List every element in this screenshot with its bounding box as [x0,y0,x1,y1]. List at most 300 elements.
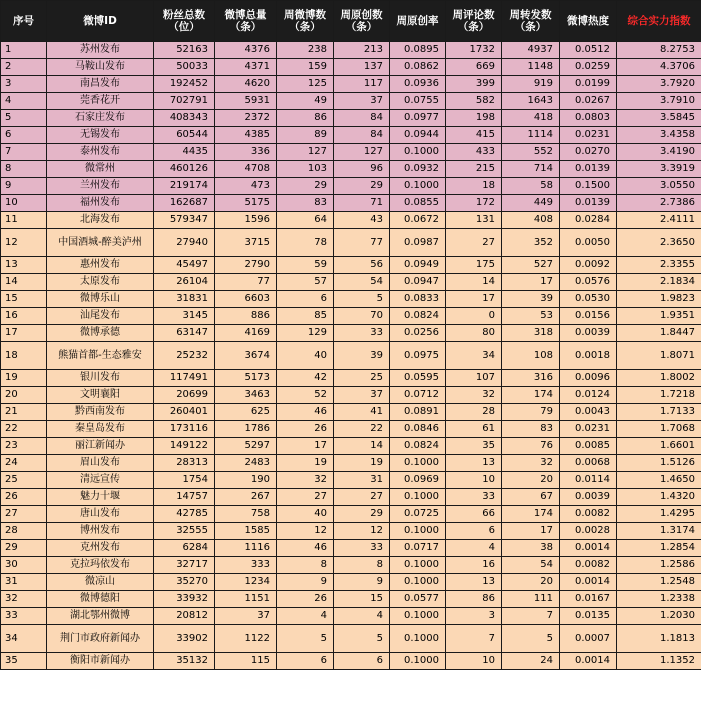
cell-overall-index: 1.9351 [617,308,701,325]
cell-total-posts: 190 [215,472,277,489]
cell-weekly-reposts: 527 [502,257,560,274]
cell-weekly-reposts: 919 [502,76,560,93]
cell-weibo-id: 克州发布 [47,540,154,557]
cell-weekly-original: 213 [334,42,390,59]
cell-followers: 32555 [154,523,215,540]
cell-total-posts: 6603 [215,291,277,308]
cell-weekly-posts: 27 [277,489,334,506]
cell-weekly-original: 5 [334,291,390,308]
cell-weekly-posts: 6 [277,653,334,670]
table-row [1,387,701,404]
header-rank: 序号 [1,1,47,42]
cell-weekly-reposts: 111 [502,591,560,608]
cell-rank: 25 [1,472,47,489]
cell-total-posts: 5297 [215,438,277,455]
cell-original-rate: 0.0672 [390,212,446,229]
cell-original-rate: 0.0256 [390,325,446,342]
header-weekly-posts: 周微博数（条） [277,1,334,42]
cell-weekly-posts: 8 [277,557,334,574]
cell-rank: 13 [1,257,47,274]
cell-overall-index: 2.4111 [617,212,701,229]
header-weibo-id: 微博ID [47,1,154,42]
header-weekly-comments: 周评论数（条） [446,1,502,42]
cell-total-posts: 3674 [215,342,277,370]
cell-weekly-comments: 433 [446,144,502,161]
cell-original-rate: 0.0577 [390,591,446,608]
cell-weibo-id: 太原发布 [47,274,154,291]
header-weekly-reposts: 周转发数（条） [502,1,560,42]
cell-overall-index: 1.8071 [617,342,701,370]
cell-weekly-reposts: 76 [502,438,560,455]
cell-rank: 27 [1,506,47,523]
cell-rank: 34 [1,625,47,653]
cell-overall-index: 1.1352 [617,653,701,670]
cell-rank: 1 [1,42,47,59]
cell-weibo-id: 泰州发布 [47,144,154,161]
cell-total-posts: 886 [215,308,277,325]
table-row [1,257,701,274]
cell-total-posts: 1234 [215,574,277,591]
cell-weekly-original: 127 [334,144,390,161]
header-original-rate: 周原创率 [390,1,446,42]
cell-overall-index: 1.2030 [617,608,701,625]
cell-rank: 18 [1,342,47,370]
cell-weekly-comments: 131 [446,212,502,229]
table-row [1,59,701,76]
cell-rank: 20 [1,387,47,404]
cell-total-posts: 267 [215,489,277,506]
cell-original-rate: 0.0944 [390,127,446,144]
cell-weekly-comments: 61 [446,421,502,438]
cell-weekly-comments: 582 [446,93,502,110]
cell-rank: 2 [1,59,47,76]
cell-weibo-id: 马鞍山发布 [47,59,154,76]
cell-rank: 29 [1,540,47,557]
cell-weekly-comments: 107 [446,370,502,387]
cell-total-posts: 1122 [215,625,277,653]
cell-weekly-comments: 86 [446,591,502,608]
cell-weekly-reposts: 38 [502,540,560,557]
cell-followers: 32717 [154,557,215,574]
cell-rank: 16 [1,308,47,325]
table-row [1,76,701,93]
cell-heat: 0.0014 [560,653,617,670]
cell-heat: 0.0082 [560,506,617,523]
cell-overall-index: 2.1834 [617,274,701,291]
cell-followers: 6284 [154,540,215,557]
cell-weibo-id: 福州发布 [47,195,154,212]
table-row [1,195,701,212]
cell-rank: 17 [1,325,47,342]
cell-original-rate: 0.0895 [390,42,446,59]
cell-overall-index: 3.3919 [617,161,701,178]
cell-weekly-original: 77 [334,229,390,257]
cell-heat: 0.0139 [560,195,617,212]
cell-original-rate: 0.0975 [390,342,446,370]
cell-weekly-reposts: 58 [502,178,560,195]
table-row [1,653,701,670]
cell-overall-index: 1.4295 [617,506,701,523]
cell-weekly-comments: 172 [446,195,502,212]
cell-original-rate: 0.0712 [390,387,446,404]
cell-overall-index: 4.3706 [617,59,701,76]
table-body [1,42,701,670]
cell-total-posts: 4376 [215,42,277,59]
cell-weibo-id: 微常州 [47,161,154,178]
header-row [1,1,701,42]
cell-weibo-id: 银川发布 [47,370,154,387]
cell-overall-index: 1.9823 [617,291,701,308]
cell-weekly-original: 5 [334,625,390,653]
cell-weekly-original: 71 [334,195,390,212]
cell-weekly-original: 22 [334,421,390,438]
table-row [1,291,701,308]
cell-weibo-id: 博州发布 [47,523,154,540]
cell-rank: 6 [1,127,47,144]
cell-weibo-id: 南昌发布 [47,76,154,93]
cell-total-posts: 4169 [215,325,277,342]
cell-overall-index: 1.2548 [617,574,701,591]
table-row [1,308,701,325]
cell-weekly-comments: 198 [446,110,502,127]
cell-original-rate: 0.0846 [390,421,446,438]
cell-original-rate: 0.1000 [390,625,446,653]
cell-heat: 0.0028 [560,523,617,540]
cell-original-rate: 0.0824 [390,308,446,325]
cell-followers: 52163 [154,42,215,59]
cell-weekly-posts: 46 [277,540,334,557]
cell-total-posts: 115 [215,653,277,670]
cell-rank: 9 [1,178,47,195]
cell-weibo-id: 北海发布 [47,212,154,229]
cell-weekly-original: 43 [334,212,390,229]
cell-heat: 0.0167 [560,591,617,608]
cell-weekly-reposts: 24 [502,653,560,670]
cell-heat: 0.0050 [560,229,617,257]
cell-heat: 0.0085 [560,438,617,455]
cell-heat: 0.0007 [560,625,617,653]
table-row [1,540,701,557]
cell-overall-index: 3.7920 [617,76,701,93]
cell-followers: 45497 [154,257,215,274]
cell-heat: 0.0135 [560,608,617,625]
cell-weibo-id: 秦皇岛发布 [47,421,154,438]
cell-original-rate: 0.1000 [390,574,446,591]
cell-total-posts: 1151 [215,591,277,608]
cell-weibo-id: 黔西南发布 [47,404,154,421]
cell-total-posts: 336 [215,144,277,161]
cell-weekly-comments: 80 [446,325,502,342]
cell-rank: 22 [1,421,47,438]
table-row [1,455,701,472]
cell-heat: 0.0156 [560,308,617,325]
cell-weekly-original: 96 [334,161,390,178]
cell-rank: 26 [1,489,47,506]
cell-total-posts: 1585 [215,523,277,540]
cell-weekly-posts: 29 [277,178,334,195]
header-total-posts: 微博总量（条） [215,1,277,42]
cell-followers: 579347 [154,212,215,229]
cell-weekly-reposts: 20 [502,574,560,591]
table-row [1,93,701,110]
cell-heat: 0.0124 [560,387,617,404]
cell-weekly-comments: 1732 [446,42,502,59]
cell-weibo-id: 兰州发布 [47,178,154,195]
cell-followers: 33902 [154,625,215,653]
cell-weekly-reposts: 1148 [502,59,560,76]
cell-heat: 0.0231 [560,127,617,144]
cell-overall-index: 3.5845 [617,110,701,127]
cell-weekly-reposts: 552 [502,144,560,161]
table-row [1,608,701,625]
cell-followers: 35132 [154,653,215,670]
cell-weibo-id: 唐山发布 [47,506,154,523]
cell-original-rate: 0.0977 [390,110,446,127]
cell-weibo-id: 微博德阳 [47,591,154,608]
cell-rank: 33 [1,608,47,625]
cell-overall-index: 3.4358 [617,127,701,144]
cell-total-posts: 473 [215,178,277,195]
cell-original-rate: 0.1000 [390,557,446,574]
cell-total-posts: 37 [215,608,277,625]
cell-weibo-id: 荆门市政府新闻办 [47,625,154,653]
cell-followers: 20699 [154,387,215,404]
cell-overall-index: 3.7910 [617,93,701,110]
header-heat: 微博热度 [560,1,617,42]
cell-weekly-posts: 42 [277,370,334,387]
cell-followers: 1754 [154,472,215,489]
cell-rank: 35 [1,653,47,670]
cell-weekly-comments: 17 [446,291,502,308]
cell-weekly-comments: 415 [446,127,502,144]
cell-original-rate: 0.0833 [390,291,446,308]
table-row [1,212,701,229]
cell-rank: 8 [1,161,47,178]
cell-overall-index: 1.4650 [617,472,701,489]
cell-weekly-original: 39 [334,342,390,370]
cell-weekly-comments: 16 [446,557,502,574]
cell-weibo-id: 克拉玛依发布 [47,557,154,574]
cell-total-posts: 758 [215,506,277,523]
cell-original-rate: 0.0595 [390,370,446,387]
cell-weekly-posts: 12 [277,523,334,540]
table-row [1,110,701,127]
cell-weekly-reposts: 7 [502,608,560,625]
cell-heat: 0.0114 [560,472,617,489]
cell-weekly-original: 117 [334,76,390,93]
cell-original-rate: 0.1000 [390,608,446,625]
cell-weekly-reposts: 418 [502,110,560,127]
cell-weekly-posts: 9 [277,574,334,591]
cell-weekly-original: 19 [334,455,390,472]
cell-weekly-posts: 125 [277,76,334,93]
cell-weekly-original: 12 [334,523,390,540]
cell-weekly-original: 56 [334,257,390,274]
cell-total-posts: 1786 [215,421,277,438]
cell-weekly-comments: 34 [446,342,502,370]
cell-weekly-comments: 175 [446,257,502,274]
cell-overall-index: 2.7386 [617,195,701,212]
cell-overall-index: 1.2338 [617,591,701,608]
cell-weekly-posts: 26 [277,591,334,608]
cell-rank: 7 [1,144,47,161]
cell-heat: 0.1500 [560,178,617,195]
cell-total-posts: 5175 [215,195,277,212]
cell-weibo-id: 中国酒城-醉美泸州 [47,229,154,257]
cell-weekly-posts: 5 [277,625,334,653]
table-row [1,229,701,257]
cell-weekly-reposts: 408 [502,212,560,229]
cell-heat: 0.0068 [560,455,617,472]
cell-rank: 31 [1,574,47,591]
table-row [1,42,701,59]
cell-original-rate: 0.1000 [390,455,446,472]
cell-weekly-posts: 78 [277,229,334,257]
cell-followers: 149122 [154,438,215,455]
cell-overall-index: 1.8447 [617,325,701,342]
cell-original-rate: 0.0725 [390,506,446,523]
cell-weekly-posts: 85 [277,308,334,325]
cell-weekly-comments: 35 [446,438,502,455]
cell-weekly-original: 29 [334,506,390,523]
cell-weekly-posts: 159 [277,59,334,76]
cell-original-rate: 0.0717 [390,540,446,557]
cell-weibo-id: 微凉山 [47,574,154,591]
cell-heat: 0.0267 [560,93,617,110]
table-row [1,591,701,608]
cell-original-rate: 0.1000 [390,144,446,161]
cell-weekly-reposts: 79 [502,404,560,421]
cell-weekly-reposts: 318 [502,325,560,342]
cell-overall-index: 3.0550 [617,178,701,195]
table-row [1,178,701,195]
cell-weekly-posts: 40 [277,342,334,370]
cell-rank: 30 [1,557,47,574]
cell-weekly-comments: 32 [446,387,502,404]
cell-overall-index: 3.4190 [617,144,701,161]
table-row [1,472,701,489]
cell-weekly-reposts: 17 [502,523,560,540]
cell-weekly-reposts: 5 [502,625,560,653]
cell-weekly-original: 33 [334,325,390,342]
cell-rank: 12 [1,229,47,257]
cell-heat: 0.0018 [560,342,617,370]
cell-rank: 23 [1,438,47,455]
cell-total-posts: 5173 [215,370,277,387]
cell-weekly-posts: 238 [277,42,334,59]
header-weekly-original: 周原创数（条） [334,1,390,42]
cell-weekly-posts: 129 [277,325,334,342]
cell-rank: 28 [1,523,47,540]
table-row [1,404,701,421]
cell-weekly-original: 37 [334,93,390,110]
cell-followers: 4435 [154,144,215,161]
cell-followers: 60544 [154,127,215,144]
cell-followers: 260401 [154,404,215,421]
cell-weekly-posts: 83 [277,195,334,212]
cell-overall-index: 1.2586 [617,557,701,574]
table-row [1,161,701,178]
cell-weekly-original: 6 [334,653,390,670]
cell-weekly-comments: 10 [446,472,502,489]
cell-followers: 3145 [154,308,215,325]
cell-weekly-posts: 46 [277,404,334,421]
cell-weekly-original: 4 [334,608,390,625]
cell-weekly-original: 8 [334,557,390,574]
cell-heat: 0.0530 [560,291,617,308]
cell-weekly-reposts: 20 [502,472,560,489]
cell-weekly-posts: 57 [277,274,334,291]
cell-weekly-reposts: 352 [502,229,560,257]
cell-weekly-original: 54 [334,274,390,291]
cell-overall-index: 8.2753 [617,42,701,59]
cell-weibo-id: 熊猫首都-生态雅安 [47,342,154,370]
cell-weekly-posts: 52 [277,387,334,404]
cell-weibo-id: 丽江新闻办 [47,438,154,455]
cell-weekly-original: 84 [334,127,390,144]
cell-total-posts: 2790 [215,257,277,274]
cell-weekly-posts: 17 [277,438,334,455]
cell-weekly-comments: 3 [446,608,502,625]
cell-weekly-reposts: 83 [502,421,560,438]
cell-followers: 28313 [154,455,215,472]
cell-weekly-posts: 26 [277,421,334,438]
cell-weekly-original: 33 [334,540,390,557]
cell-original-rate: 0.0932 [390,161,446,178]
cell-weekly-comments: 399 [446,76,502,93]
cell-weibo-id: 微博承德 [47,325,154,342]
cell-heat: 0.0039 [560,325,617,342]
cell-overall-index: 1.7133 [617,404,701,421]
cell-weekly-posts: 59 [277,257,334,274]
cell-weekly-posts: 32 [277,472,334,489]
table-row [1,438,701,455]
cell-rank: 14 [1,274,47,291]
cell-weekly-reposts: 39 [502,291,560,308]
cell-weibo-id: 无锡发布 [47,127,154,144]
cell-weibo-id: 文明襄阳 [47,387,154,404]
cell-weekly-reposts: 316 [502,370,560,387]
cell-weekly-comments: 18 [446,178,502,195]
table-row [1,523,701,540]
cell-total-posts: 4620 [215,76,277,93]
cell-followers: 219174 [154,178,215,195]
cell-weekly-comments: 66 [446,506,502,523]
cell-heat: 0.0270 [560,144,617,161]
cell-overall-index: 1.6601 [617,438,701,455]
cell-weekly-comments: 14 [446,274,502,291]
cell-weekly-reposts: 174 [502,387,560,404]
cell-original-rate: 0.0891 [390,404,446,421]
cell-weibo-id: 魅力十堰 [47,489,154,506]
cell-weekly-reposts: 54 [502,557,560,574]
cell-weekly-comments: 28 [446,404,502,421]
cell-followers: 31831 [154,291,215,308]
cell-rank: 5 [1,110,47,127]
cell-weekly-posts: 64 [277,212,334,229]
cell-weibo-id: 湖北鄂州微博 [47,608,154,625]
cell-overall-index: 1.7218 [617,387,701,404]
table-row [1,625,701,653]
cell-followers: 20812 [154,608,215,625]
cell-weekly-reposts: 449 [502,195,560,212]
cell-followers: 117491 [154,370,215,387]
cell-weekly-reposts: 174 [502,506,560,523]
cell-overall-index: 1.7068 [617,421,701,438]
cell-overall-index: 1.5126 [617,455,701,472]
cell-original-rate: 0.1000 [390,653,446,670]
cell-rank: 24 [1,455,47,472]
